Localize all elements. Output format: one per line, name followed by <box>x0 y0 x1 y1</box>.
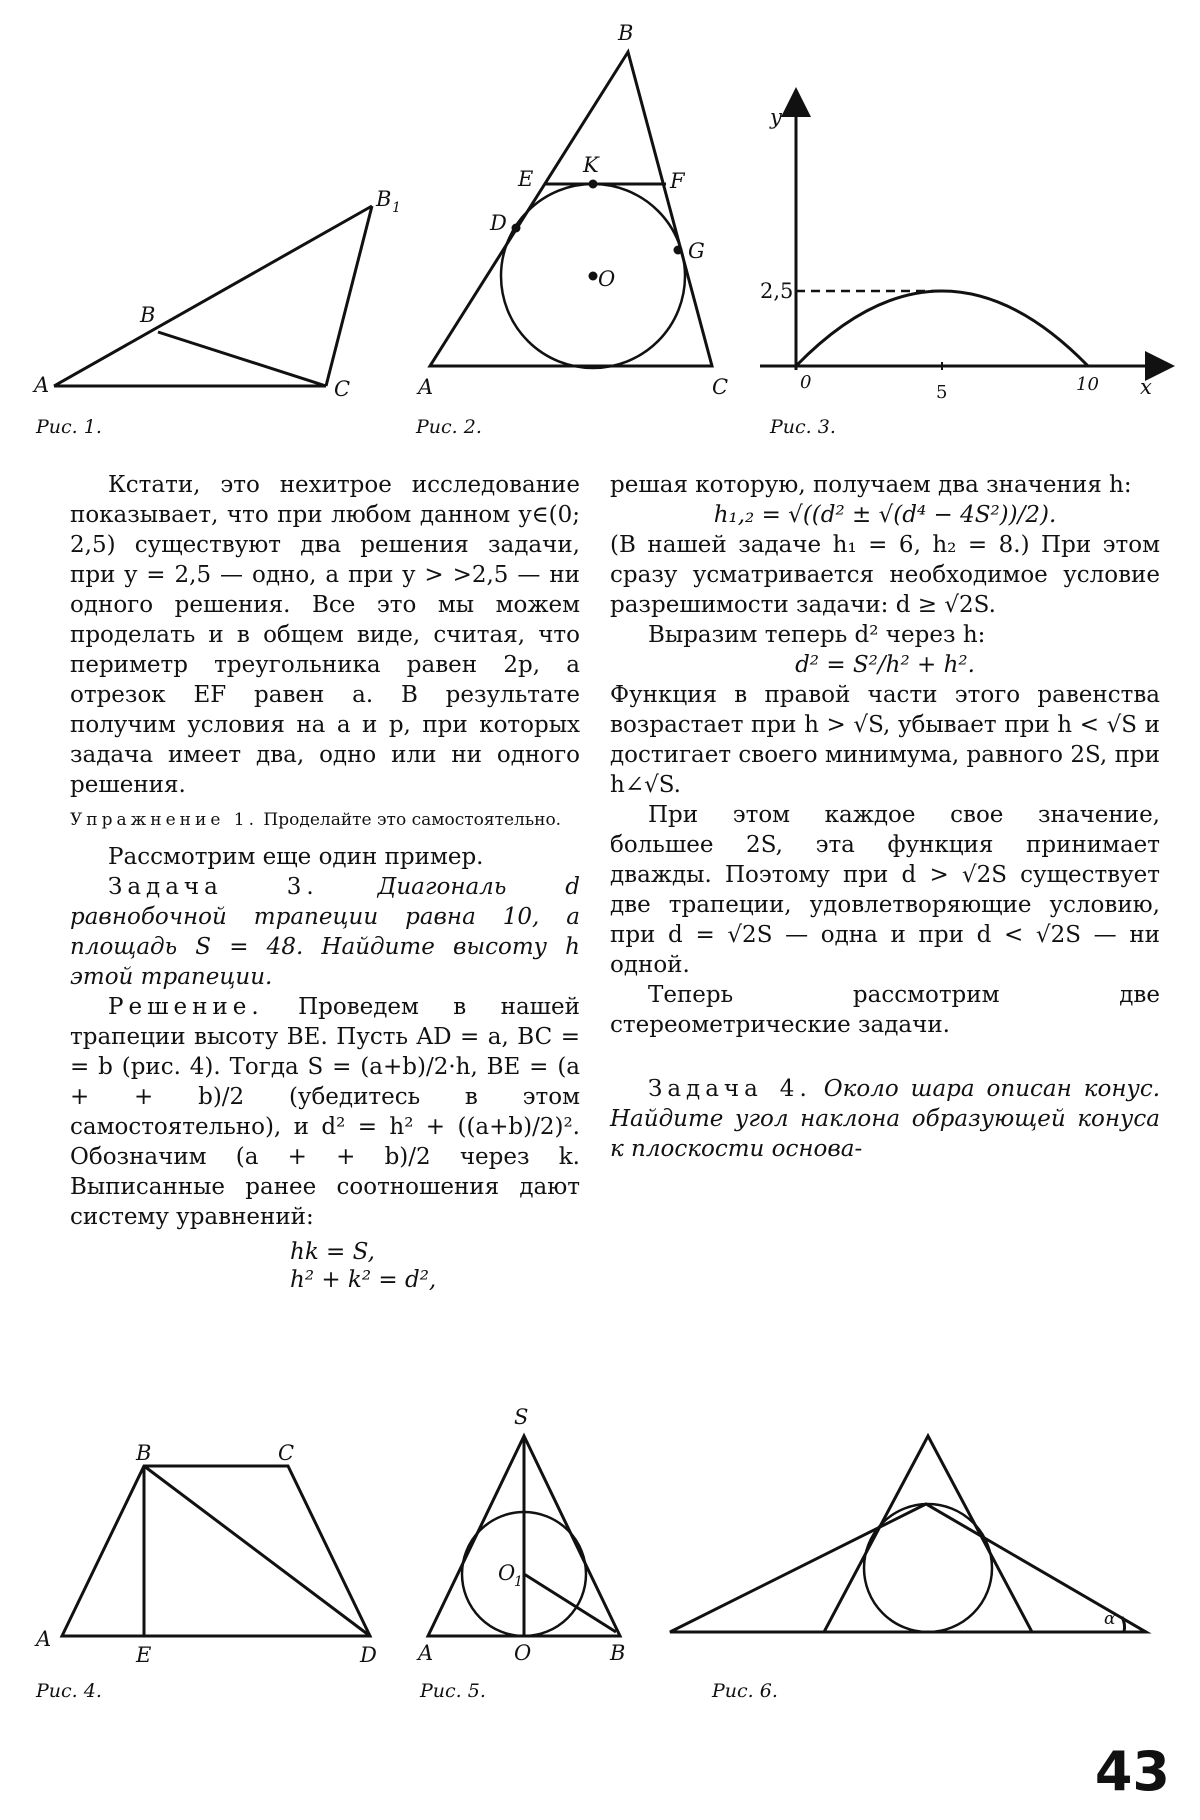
fig5-caption: Рис. 5. <box>420 1680 486 1702</box>
left-paragraph-2: Рассмотрим еще один пример. <box>108 844 484 870</box>
fig4-label-d: D <box>360 1643 377 1667</box>
fig6-cone-section <box>824 1436 1032 1632</box>
right-paragraph-6: Теперь рассмотрим две стереометрические задачи. <box>610 982 1160 1038</box>
exercise-1-label: Упражнение 1. <box>70 810 259 830</box>
fig3-label-10: 10 <box>1076 374 1099 395</box>
fig3-label-x: x <box>1140 375 1152 399</box>
fig1-caption: Рис. 1. <box>36 416 102 438</box>
fig2-label-f: F <box>670 169 685 193</box>
task-4-label: Задача 4. <box>648 1076 812 1102</box>
task-4-text: Около шара описан конус. Найдите угол наклона образующей конуса к плоскости основа- <box>610 1076 1161 1162</box>
right-paragraph-3: Выразим теперь d² через h: <box>648 622 986 648</box>
fig5-label-o1-sub: 1 <box>514 1574 523 1590</box>
fig2-label-a: A <box>418 375 434 399</box>
fig4-label-c: C <box>278 1441 295 1465</box>
fig1-label-b1-sub: 1 <box>392 200 401 216</box>
right-paragraph-4: Функция в правой части этого равенства возрастает при h > √S, убывает при h < √S и достигает своего минимума, равного 2S, при h∠√S. <box>610 682 1160 798</box>
fig2-caption: Рис. 2. <box>416 416 482 438</box>
left-paragraph-1: Кстати, это нехитрое исследование показывает, что при любом данном y∈(0; 2,5) существуют два решения задачи, при y = 2,5 — одно, а при y > >2,5 — ни одного решения. Все это мы можем проделать и в общем виде, считая, что периметр треугольника равен 2p, а отрезок EF равен a. В результате получим условия на a и p, при которых задача имеет два, одно или ни одного решения. <box>70 472 580 798</box>
fig6-angle-arc <box>1122 1617 1125 1632</box>
solution-label: Решение. <box>108 994 264 1020</box>
right-paragraph-5: При этом каждое свое значение, большее 2S, эта функция принимает дважды. Поэтому при d > √2S существует две трапеции, удовлетворяющие условию, при d = √2S — одна и при d < √2S — ни одной. <box>610 802 1160 978</box>
fig6-wide-triangle <box>670 1504 1146 1632</box>
fig1-label-b: B <box>140 303 156 327</box>
fig2-label-o: O <box>598 267 616 291</box>
formula-h12: h₁,₂ = √((d² ± √(d⁴ − 4S²))/2). <box>713 502 1057 528</box>
fig1-label-c: C <box>334 377 351 401</box>
fig3-label-5: 5 <box>936 382 948 403</box>
fig6-caption: Рис. 6. <box>712 1680 778 1702</box>
formula-d2: d² = S²/h² + h². <box>795 652 975 678</box>
fig6-label-alpha: α <box>1104 1609 1116 1629</box>
fig2-label-c: C <box>712 375 729 399</box>
fig4-label-b: B <box>136 1441 152 1465</box>
exercise-1-text: Проделайте это самостоятельно. <box>263 810 562 830</box>
fig3-label-0: 0 <box>800 372 812 393</box>
fig2-label-d: D <box>490 211 507 235</box>
fig5-label-o: O <box>514 1641 532 1665</box>
page-number: 43 <box>1094 1740 1170 1803</box>
right-paragraph-1: решая которую, получаем два значения h: <box>610 472 1132 498</box>
fig5-label-b: B <box>610 1641 626 1665</box>
fig3-label-y: y <box>770 105 782 129</box>
fig2-label-e: E <box>518 167 534 191</box>
fig6-sphere <box>864 1504 992 1632</box>
fig3-caption: Рис. 3. <box>770 416 836 438</box>
system-equation-1: hk = S, <box>290 1239 375 1265</box>
task-3-label: Задача 3. <box>108 874 319 900</box>
fig4-label-e: E <box>136 1643 152 1667</box>
fig1-label-b1: B <box>376 187 392 211</box>
task-3-text: Диагональ d равнобочной трапеции равна 10, а площадь S = 48. Найдите высоту h этой трапеции. <box>70 874 580 990</box>
fig5-label-o1: O <box>498 1561 516 1585</box>
fig2-label-g: G <box>688 239 705 263</box>
fig5-label-a: A <box>418 1641 434 1665</box>
system-equation-2: h² + k² = d², <box>290 1267 437 1293</box>
fig2-label-b: B <box>618 21 634 45</box>
fig4-label-a: A <box>36 1627 52 1651</box>
right-paragraph-2: (В нашей задаче h₁ = 6, h₂ = 8.) При этом сразу усматривается необходимое условие разрешимости задачи: d ≥ √2S. <box>610 532 1160 618</box>
fig2-label-k: K <box>583 153 599 177</box>
solution-text: Проведем в нашей трапеции высоту BE. Пусть AD = a, BC = = b (рис. 4). Тогда S = (a+b)/2·h, BE = (a + + b)/2 (убедитесь в этом самостоятельно), и d² = h² + ((a+b)/2)². Обозначим (a + + b)/2 через k. Выписанные ранее соотношения дают систему уравнений: <box>70 994 580 1230</box>
fig5-label-s: S <box>514 1405 529 1429</box>
fig3-label-2-5: 2,5 <box>760 279 794 303</box>
fig4-caption: Рис. 4. <box>36 1680 102 1702</box>
fig1-label-a: A <box>34 373 50 397</box>
